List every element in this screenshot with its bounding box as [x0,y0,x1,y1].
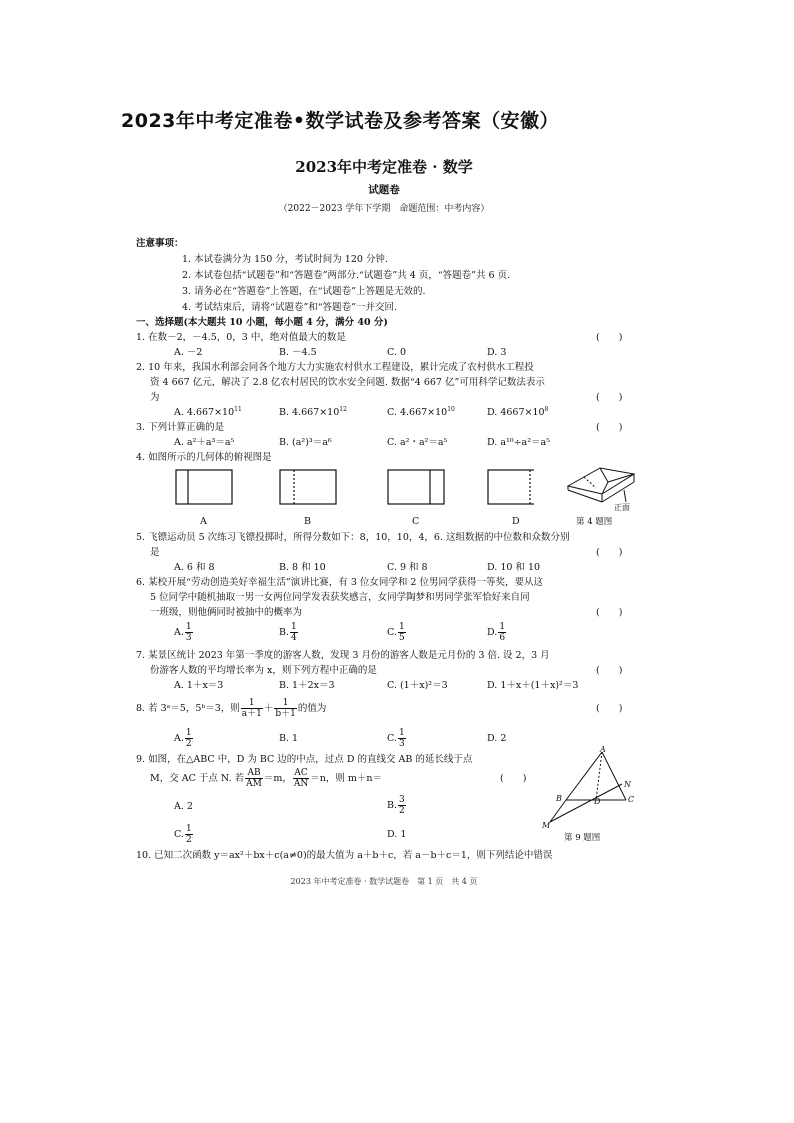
notice-item: 2. 本试卷包括“试题卷”和“答题卷”两部分.“试题卷”共 4 页，“答题卷”共 6 页. [182,270,511,281]
q9-point-a: A [600,745,606,754]
q4-view-d [488,470,534,504]
q9-point-b: B [556,794,562,803]
exam-title: 2023年中考定准卷 · 数学 [295,158,473,176]
q9-triangle-figure [536,748,636,830]
q6-line: 一班级，则他俩同时被抽中的概率为 [150,607,303,618]
section-heading: 一、选择题(本大题共 10 小题，每小题 4 分，满分 40 分) [136,317,388,328]
q9-option-d: D. 1 [387,829,407,840]
answer-bracket: ( ) [596,703,623,714]
q6-option-c: C. $\frac{1}{5}$ [387,622,405,643]
q1-option-d: D. 3 [487,347,507,358]
q4-label-a: A [200,516,207,527]
q8-option-a: A. $\frac{1}{2}$ [174,728,192,749]
q5-option-a: A. 6 和 8 [174,562,215,573]
answer-bracket: ( ) [596,332,623,343]
q9-line: 9. 如图，在△ABC 中，D 为 BC 边的中点，过点 D 的直线交 AB 的延长线于点 [136,754,473,765]
q8-option-d: D. 2 [487,733,507,744]
q5-option-d: D. 10 和 10 [487,562,541,573]
page-title: 2023年中考定准卷•数学试卷及参考答案（安徽） [121,110,560,132]
answer-bracket: ( ) [596,422,623,433]
q9-stem: M，交 AC 于点 N. 若 $\frac{AB}{AM}$ ＝m， $\frac{AC}{AN}$ ＝n，则 m＋n＝ [150,768,383,789]
q2-line: 资 4 667 亿元，解决了 2.8 亿农村居民的饮水安全问题. 数据“4 667 亿”可用科学记数法表示 [150,377,545,388]
q8-option-c: C. $\frac{1}{3}$ [387,728,405,749]
q2-option-d: D. $4667\times 10^8$ [487,405,549,418]
q3-option-c: C. a²・a²＝a⁵ [387,437,448,448]
q7-line: 7. 某景区统计 2023 年第一季度的游客人数，发现 3 月份的游客人数是元月份的 3 倍. 设 2，3 月 [136,650,550,661]
q7-option-c: C. (1＋x)²＝3 [387,680,448,691]
q10-line: 10. 已知二次函数 y＝ax²＋bx＋c(a≠0)的最大值为 a＋b＋c，若 a－b＋c＝1，则下列结论中错误 [136,850,553,861]
q4-stem: 4. 如图所示的几何体的俯视图是 [136,452,272,463]
q6-line: 5 位同学中随机抽取一男一女两位同学发表获奖感言，女同学陶梦和男同学张军恰好来自同 [150,592,530,603]
q6-line: 6. 某校开展“劳动创造美好幸福生活”演讲比赛，有 3 位女同学和 2 位男同学获得一等奖，要从这 [136,577,543,588]
q4-label-d: D [512,516,520,527]
q1-option-c: C. 0 [387,347,407,358]
q1-stem: 1. 在数－2，－4.5，0，3 中，绝对值最大的数是 [136,332,346,343]
q2-option-a: A. $4.667\times 10^{11}$ [174,405,242,418]
q3-option-a: A. a²＋a³＝a⁵ [174,437,235,448]
q4-view-c [388,470,444,504]
page-footer: 2023 年中考定准卷 · 数学试题卷 第 1 页 共 4 页 [290,877,478,886]
q9-point-n: N [624,780,631,789]
q2-option-c: C. $4.667\times 10^{10}$ [387,405,455,418]
q2-line: 为 [150,392,160,403]
q9-option-a: A. 2 [174,801,193,812]
q4-figure-caption: 第 4 题图 [576,517,613,527]
q7-option-a: A. 1＋x＝3 [174,680,224,691]
exam-subtitle: 试题卷 [368,184,400,196]
q5-option-b: B. 8 和 10 [279,562,326,573]
q4-label-b: B [304,516,311,527]
q9-point-d: D [594,797,601,806]
q4-view-a [176,470,232,504]
q7-option-d: D. 1＋x＋(1＋x)²＝3 [487,680,579,691]
q6-option-b: B. $\frac{1}{4}$ [279,622,297,643]
q5-line: 是 [150,547,160,558]
q4-option-figures [174,468,534,506]
q4-label-c: C [412,516,420,527]
notice-heading: 注意事项： [136,238,184,249]
exam-range: （2022－2023 学年下学期 命题范围：中考内容） [278,204,490,214]
answer-bracket: ( ) [500,773,527,784]
q3-option-b: B. (a²)³＝a⁶ [279,437,332,448]
q9-option-c: C. $\frac{1}{2}$ [174,824,192,845]
q1-option-a: A. －2 [174,347,203,358]
notice-item: 3. 请务必在“答题卷”上答题，在“试题卷”上答题是无效的. [182,286,426,297]
q3-stem: 3. 下列计算正确的是 [136,422,225,433]
q6-option-d: D. $\frac{1}{6}$ [487,622,506,643]
q8-stem: 8. 若 3ᵃ＝5，5ᵇ＝3，则 $\frac{1}{a+1}$ ＋ $\frac{1}{b+1}$ 的值为 [136,698,327,719]
q6-option-a: A. $\frac{1}{3}$ [174,622,192,643]
answer-bracket: ( ) [596,392,623,403]
q7-option-b: B. 1＋2x＝3 [279,680,335,691]
q2-option-b: B. $4.667\times 10^{12}$ [279,405,347,418]
q3-option-d: D. a¹⁰÷a²＝a⁵ [487,437,551,448]
notice-item: 4. 考试结束后，请将“试题卷”和“答题卷”一并交回. [182,302,398,313]
q2-line: 2. 10 年来，我国水利部会同各个地方大力实施农村供水工程建设，累计完成了农村供水工程投 [136,362,534,373]
q9-point-m: M [542,821,551,830]
q1-option-b: B. －4.5 [279,347,317,358]
q8-option-b: B. 1 [279,733,299,744]
exam-scan [120,138,648,890]
q5-option-c: C. 9 和 8 [387,562,428,573]
answer-bracket: ( ) [596,665,623,676]
q4-view-b [280,470,336,504]
q9-point-c: C [628,795,635,804]
q5-line: 5. 飞镖运动员 5 次练习飞镖投掷时，所得分数如下：8，10，10，4，6. 这组数据的中位数和众数分别 [136,532,570,543]
q9-figure-caption: 第 9 题图 [564,833,601,843]
answer-bracket: ( ) [596,547,623,558]
q7-line: 份游客人数的平均增长率为 x，则下列方程中正确的是 [150,665,377,676]
q9-option-b: B. $\frac{3}{2}$ [387,795,405,816]
q4-front-label: 正面 [614,503,630,512]
notice-item: 1. 本试卷满分为 150 分，考试时间为 120 分钟. [182,254,388,265]
answer-bracket: ( ) [596,607,623,618]
